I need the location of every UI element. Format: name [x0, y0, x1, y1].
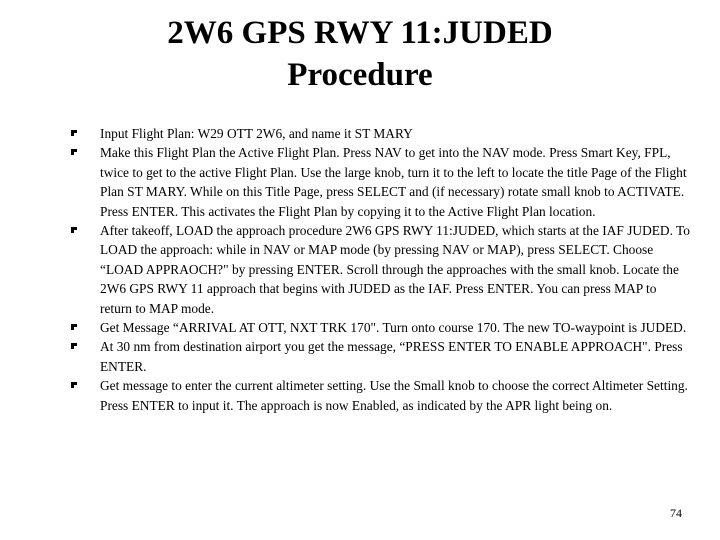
bullet-text: At 30 nm from destination airport you get the message, “PRESS ENTER TO ENABLE APPROACH". Press ENTER. — [100, 339, 683, 374]
bullet-square-icon — [71, 227, 77, 233]
bullet-item — [70, 124, 690, 143]
bullet-item — [70, 337, 690, 376]
slide-title-line-2: Procedure — [287, 57, 433, 93]
slide-title — [0, 12, 720, 96]
bullet-text: Get message to enter the current altimeter setting. Use the Small knob to choose the correct Altimeter Setting. Press ENTER to input it. The approach is now Enabled, as indicated by the APR light being on. — [100, 378, 688, 413]
bullet-square-icon — [71, 343, 77, 349]
bullet-item — [70, 143, 690, 221]
bullet-item — [70, 318, 690, 337]
bullet-square-icon — [71, 324, 77, 330]
bullet-square-icon — [71, 130, 77, 136]
bullet-text: Input Flight Plan: W29 OTT 2W6, and name it ST MARY — [100, 126, 413, 141]
bullet-square-icon — [71, 382, 77, 388]
bullet-item — [70, 376, 690, 415]
bullet-text: Make this Flight Plan the Active Flight Plan. Press NAV to get into the NAV mode. Press Smart Key, FPL, twice to get to the active Flight Plan. Use the large knob, turn it to the left to locate the title Page of the Flight Plan ST MARY. While on this Title Page, press SELECT and (if necessary) rotate small knob to ACTIVATE. Press ENTER. This activates the Flight Plan by copying it to the Active Flight Plan location. — [100, 145, 687, 219]
page-number: 74 — [670, 506, 682, 520]
bullet-square-icon — [71, 149, 77, 155]
slide-title-line-1: 2W6 GPS RWY 11:JUDED — [167, 15, 553, 51]
bullet-text: Get Message “ARRIVAL AT OTT, NXT TRK 170". Turn onto course 170. The new TO-waypoint is JUDED. — [100, 320, 687, 336]
bullet-text: After takeoff, LOAD the approach procedure 2W6 GPS RWY 11:JUDED, which starts at the IAF JUDED. To LOAD the approach: while in NAV or MAP mode (by pressing NAV or MAP), press SELECT. Choose “LOAD APPRAOCH?" by pressing ENTER. Scroll through the approaches with the small knob. Locate the 2W6 GPS RWY 11 approach that begins with JUDED as the IAF. Press ENTER. You can press MAP to return to MAP mode. — [100, 223, 690, 316]
bullet-list — [70, 124, 690, 415]
bullet-item — [70, 221, 690, 318]
